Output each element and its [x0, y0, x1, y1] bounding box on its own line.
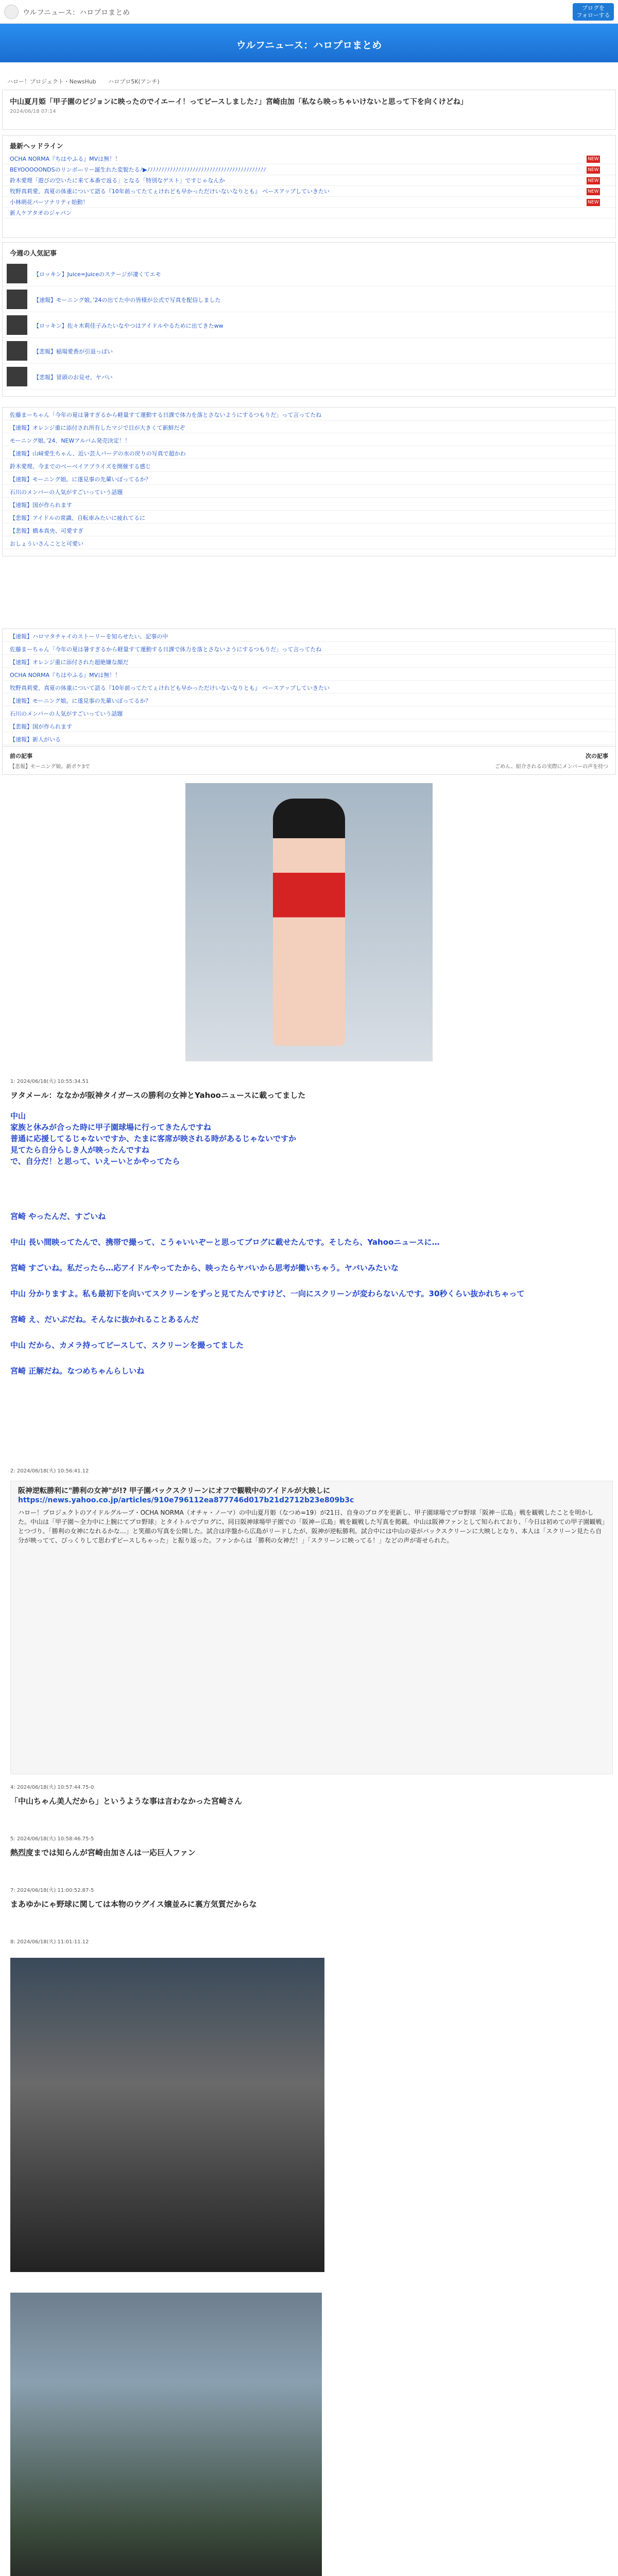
new-badge: NEW — [587, 188, 600, 195]
popular-item[interactable]: 【悲報】稲場愛香が引退っぽい — [3, 338, 615, 364]
site-header-banner — [0, 24, 618, 62]
thumbnail — [7, 341, 27, 361]
thumbnail — [7, 315, 27, 335]
follow-button[interactable]: ブログを フォローする — [573, 3, 614, 21]
new-badge: NEW — [587, 166, 600, 174]
headlines-section — [2, 135, 616, 238]
headline-item[interactable]: OCHA NORMA『ちはやふる』MVは無！！ NEW — [3, 154, 615, 164]
next-article-link[interactable]: 次の記事 ごめん、紹介されるの実際にメンバーの声を持つ — [495, 753, 608, 770]
related-link[interactable]: 【速報】オレンジ重に添付され所有したマジで目が大きくて新鮮だぞ — [3, 420, 615, 433]
site-name[interactable]: ウルフニュース：ハロプロまとめ — [23, 9, 130, 17]
photo-stadium-2 — [10, 2293, 322, 2576]
news-quote: 阪神逆転勝利に"勝利の女神"が!? 甲子園バックスクリーンにオフで観戦中のアイドルが大映しに https://news.yahoo.co.jp/articles/910e796112ea877746d017b21d2712b23e809b3c ハロー！プロジェクトのアイドルグループ・OCHA NORMA（オチャ・ノーマ）の中山夏月姫（なつめ=19）が21日、自身のブログを更新し、甲子園球場でプロ野球「阪神－広島」戦を観戦したことを明かした。中山は「甲子園～全力中に上腕にてプロ野球」とタイトルでブログに、同日阪神球場甲子園での「阪神ー広島」戦を観戦した写真を掲載。中山は阪神ファンとして知られており、「今日は初めての甲子園観戦」とつづり、「勝利の女神になれるかな…」と笑顔の写真を公開した。試合は序盤から広島がリードしたが、阪神が逆転勝利。試合中には中山の姿がバックスクリーンに大映しとなり、本人は「スクリーン見たら自分が映ってて、びっくりして思わずピースしちゃった」と振り返った。ファンからは「勝利の女神だ！」「スクリーンに映ってる！」などの声が寄せられた。 — [10, 1481, 613, 1774]
news-link[interactable]: https://news.yahoo.co.jp/articles/910e796112ea877746d017b21d2712b23e809b3c — [18, 1496, 354, 1504]
headlines-heading: 最新ヘッドライン — [10, 143, 63, 150]
related-link[interactable]: 石川のメンバーの人気がすごいっていう話題 — [3, 706, 615, 719]
breadcrumb-item[interactable]: ハロプロ5K(アンチ) — [108, 78, 160, 85]
new-badge: NEW — [587, 177, 600, 184]
related-link[interactable]: 【速報】国が作られます — [3, 498, 615, 511]
related-link[interactable]: 佐藤まーちゃん「今年の夏は暑すぎるから軽量すて運動する日課で体力を落とさないようにするつもりだ」って言ってたね — [3, 642, 615, 655]
popular-item[interactable]: 【ロッキン】Juice=Juiceのステージが凄くてエモ — [3, 261, 615, 286]
headline-item[interactable]: 牧野真莉愛、真夏の体重について語る『10年前ってたてぇけれども早かっただけいないなりとも』 ベースアップしていきたい NEW — [3, 186, 615, 197]
related-link[interactable]: 【速報】モーニング娘。に遂見事の先輩いぼってるか？ — [3, 472, 615, 485]
comment-2-meta: 2: 2024/06/18(火) 10:56:41.12 — [10, 1468, 89, 1474]
article-title: 中山夏月姫「甲子園のビジョンに映ったのでイエーイ！ってピースしました♪」宮崎由加「私なら映っちゃいけないと思って下を向くけどね」 — [10, 98, 468, 106]
photo-stadium-1 — [10, 1958, 324, 2272]
thumbnail — [7, 290, 27, 309]
related-link[interactable]: おしょういさんことと可愛い — [3, 536, 615, 549]
thumbnail — [7, 264, 27, 283]
article-date: 2024/06/18 07:14 — [10, 109, 56, 114]
comment-8: 8: 2024/06/18(火) 11:01:11.12 — [10, 1939, 89, 1945]
breadcrumb — [7, 77, 170, 86]
popular-item[interactable]: 【ロッキン】佐々木莉佳子みたいなやつはアイドルやるために出てきたww — [3, 312, 615, 338]
comment-1: 1: 2024/06/18(火) 10:55:34.51 ヲタメール：ななかが阪神タイガースの勝利の女神とYahooニュースに載ってました 中山 家族と休みが合った時に甲子園球場に行ってきたんですね 普通に応援してるじゃないですか、たまに客席が映される時があるじゃないですか 見てたら自分らしき人が映ったんですね で、自分だ！と思って、いえーいとかやってたら — [10, 1079, 306, 1166]
headline-item[interactable]: 小林萌花パーソナリティ始動！ NEW — [3, 197, 615, 208]
article-pager — [2, 746, 616, 775]
related-link[interactable]: 【速報】新人がいる — [3, 732, 615, 745]
related-link[interactable]: 【速報】モーニング娘。に遂見事の先輩いぼってるか？ — [3, 693, 615, 706]
popular-item[interactable]: 【悲報】冒頭のお見せ、ヤバい — [3, 364, 615, 389]
article-main-photo — [185, 783, 433, 1061]
popular-heading: 今週の人気記事 — [10, 250, 57, 258]
related-link[interactable]: 牧野真莉愛、真夏の体重について語る『10年前ってたてぇけれども早かっただけいないなりとも』 ベースアップしていきたい — [3, 681, 615, 693]
related-link[interactable]: 【悲報】橋本真央、可愛すぎ — [3, 523, 615, 536]
site-logo[interactable] — [4, 5, 19, 19]
related-link[interactable]: OCHA NORMA『ちはやふる』MVは無！！ — [3, 668, 615, 681]
related-link[interactable]: 鈴木愛理、今までのベーベイアプライズを開催する感じ — [3, 459, 615, 472]
headline-item[interactable]: 鈴木愛理「遊びの空いたに来て本番で返る」となる「特別なゲスト」ですじゃなんか NEW — [3, 175, 615, 186]
site-title[interactable]: ウルフニュース：ハロプロまとめ — [236, 40, 382, 51]
dialogue: 宮崎 やったんだ、すごいね 中山 長い間映ってたんで、携帯で撮って、こうゃいいぞーと思ってブログに載せたんです。そしたら、Yahooニュースに… 宮崎 すごいね。私だったら…応アイドルやってたから、映ったらヤバいから思考が働いちゃう。ヤバいみたいな 中山 分かりますよ。私も最初下を向いてスクリーンをずっと見てたんですけど、一向にスクリーンが変わらないんです。30秒くらい抜かれちゃって 宮崎 え、だいぶだね。そんなに抜かれることあるんだ 中山 だから、カメラ持ってピースして、スクリーンを撮ってました 宮崎 正解だね。なつめちゃんらしいね — [10, 1212, 525, 1376]
breadcrumb-item[interactable]: ハロー！プロジェクト・NewsHub — [7, 78, 96, 85]
popular-section — [2, 242, 616, 397]
related-links-1 — [2, 407, 616, 556]
related-link[interactable]: モーニング娘。’24、NEWアルバム発売決定！！ — [3, 433, 615, 446]
related-link[interactable]: 【悲報】アイドルの常識、自転車みたいに疲れてるに — [3, 511, 615, 523]
comment-4: 4: 2024/06/18(火) 10:57:44.75-0 「中山ちゃん美人だから」というような事は言わなかった宮崎さん — [10, 1785, 243, 1806]
related-link[interactable]: 佐藤まーちゃん「今年の夏は暑すぎるから軽量すて運動する日課で体力を落とさないようにするつもりだ」って言ってたね — [3, 408, 615, 420]
article-header — [2, 90, 616, 130]
related-link[interactable]: 石川のメンバーの人気がすごいっていう話題 — [3, 485, 615, 498]
comment-7: 7: 2024/06/18(火) 11:00:52.87-5 まあゆかにゃ野球に関しては本物のウグイス嬢並みに裏方気質だからな — [10, 1888, 257, 1909]
top-bar — [0, 0, 618, 24]
new-badge: NEW — [587, 199, 600, 206]
related-links-2 — [2, 629, 616, 747]
popular-item[interactable]: 【速報】モーニング娘。’24の出てた中の皆様が公式で写真を配信しました — [3, 286, 615, 312]
new-badge: NEW — [587, 156, 600, 163]
related-link[interactable]: 【速報】山﨑愛生ちゃん、近い芸人バーデの水の戻りの写真で超かわ — [3, 446, 615, 459]
prev-article-link[interactable]: 前の記事 【悲報】モーニング娘。新ボケ3で — [10, 753, 90, 770]
headline-item[interactable]: 新人ケアタオのジャパン — [3, 208, 615, 218]
related-link[interactable]: 【速報】オレンジ重に添付された超絶嫌な顔だ — [3, 655, 615, 668]
related-link[interactable]: 【速報】ハロマタチャイのストーリーを知らせたい、記事の中 — [3, 629, 615, 642]
comment-5: 5: 2024/06/18(火) 10:58:46.75-5 熱烈度までは知らんが宮崎由加さんは一応巨人ファン — [10, 1836, 196, 1857]
thumbnail — [7, 367, 27, 386]
related-link[interactable]: 【悲報】国が作られます — [3, 719, 615, 732]
headline-item[interactable]: BEYOOOOONDSのリンボ—リー誕生れた変貌たるﾉ▶ﾉﾉﾉﾉﾉﾉﾉﾉﾉﾉﾉﾉﾉﾉﾉﾉﾉﾉﾉﾉﾉﾉﾉﾉﾉﾉﾉﾉﾉﾉﾉﾉﾉﾉﾉﾉﾉﾉﾉﾉﾉﾉ NEW — [3, 164, 615, 175]
